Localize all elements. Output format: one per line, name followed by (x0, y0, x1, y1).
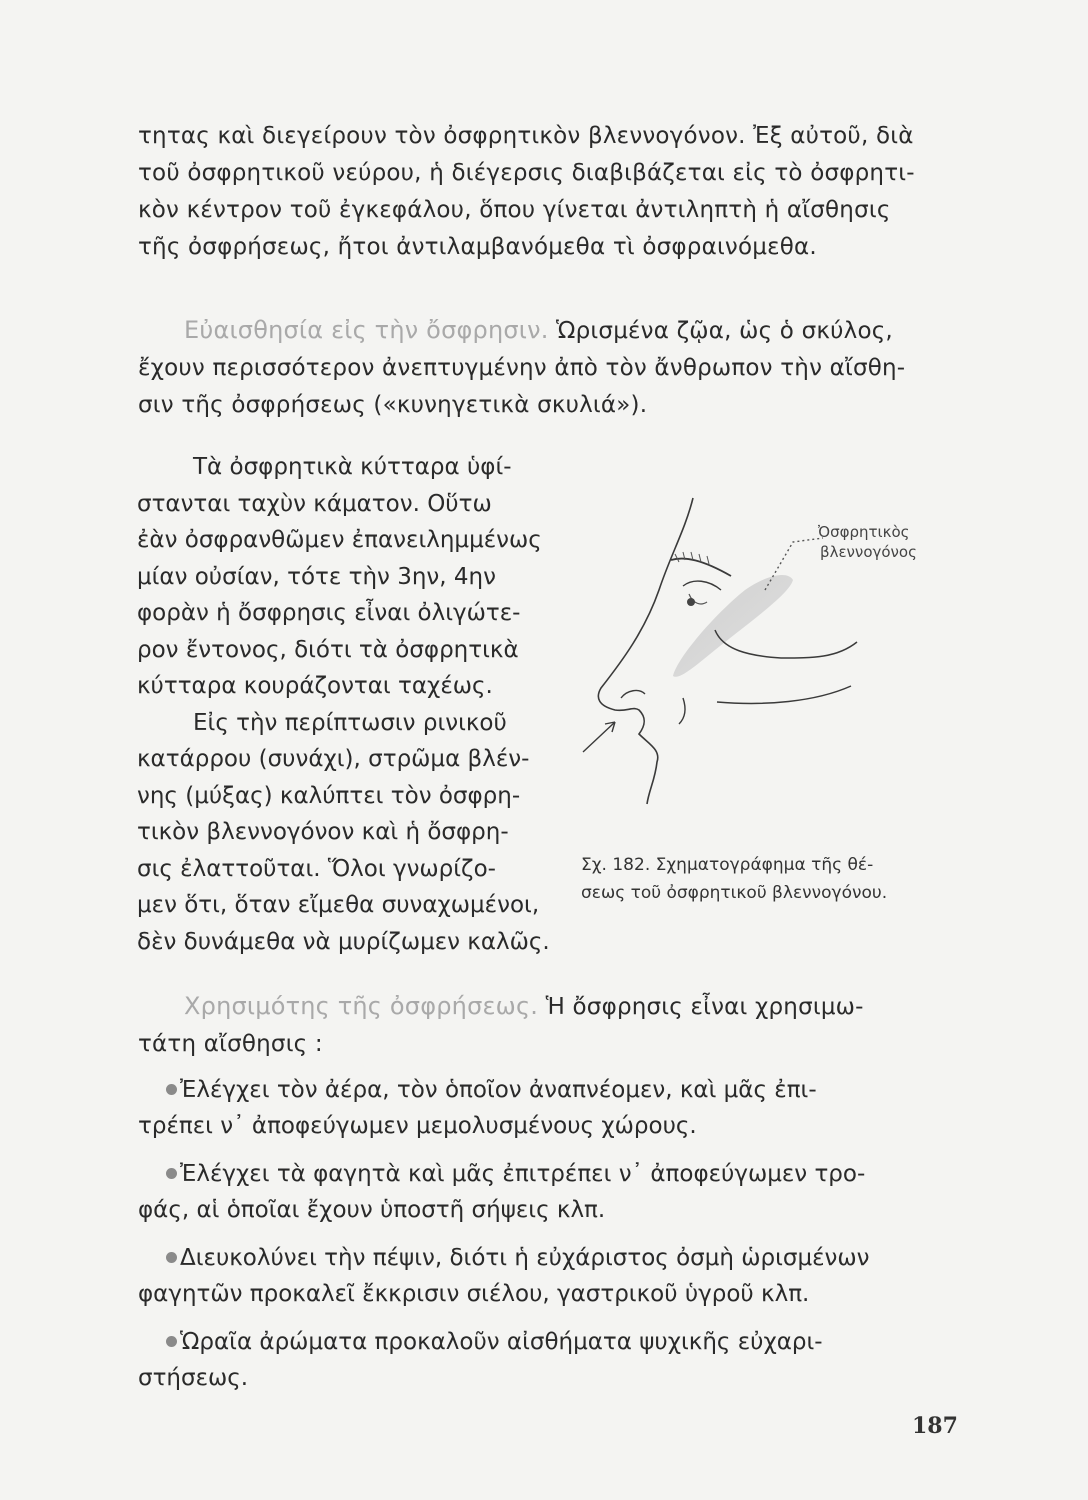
text-line: νης (μύξας) καλύπτει τὸν ὀσφρη- (137, 782, 521, 809)
bullet-list (138, 1072, 978, 1408)
text-run: Ἡ ὄσφρησις εἶναι χρησιμω- (538, 994, 864, 1020)
text-line: τητας καὶ διεγείρουν τὸν ὀσφρητικὸν βλεννογόνον. Ἐξ αὐτοῦ, διὰ (138, 123, 914, 149)
section-heading-usefulness: Χρησιμότης τῆς ὀσφρήσεως. (184, 992, 539, 1020)
page-number: 187 (912, 1413, 958, 1439)
section-sensitivity (138, 312, 988, 424)
caption-line: σεως τοῦ ὀσφρητικοῦ βλεννογόνου. (581, 883, 888, 903)
text-line: σιν τῆς ὀσφρήσεως («κυνηγετικὰ σκυλιά»). (138, 392, 648, 418)
text-line: κύτταρα κουράζονται ταχέως. (137, 673, 493, 699)
text-line: κατάρρου (συνάχι), στρῶμα βλέν- (137, 746, 530, 772)
label-line: βλεννογόνος (820, 543, 917, 561)
text-line: φαγητῶν προκαλεῖ ἔκκρισιν σιέλου, γαστρικοῦ ὑγροῦ κλπ. (138, 1281, 810, 1307)
text-line: τικὸν βλεννογόνον καὶ ἡ ὄσφρη- (137, 819, 509, 845)
text-line: Διευκολύνει τὴν πέψιν, διότι ἡ εὐχάριστος ὀσμὴ ὡρισμένων (138, 1240, 978, 1276)
olfactory-mucosa-shading (673, 575, 793, 677)
text-line: σις ἐλαττοῦται. Ὅλοι γνωρίζο- (137, 855, 496, 882)
text-line: φάς, αἱ ὁποῖαι ἔχουν ὑποστῆ σήψεις κλπ. (138, 1197, 606, 1223)
text-line: κὸν κέντρον τοῦ ἐγκεφάλου, ὅπου γίνεται ἀντιληπτὴ ἡ αἴσθησις (138, 197, 891, 223)
figure-caption (581, 851, 887, 907)
jaw-line (717, 686, 851, 703)
text-line: Εἰς τὴν περίπτωσιν ρινικοῦ (193, 709, 507, 736)
caption-line: Σχ. 182. Σχηματογράφημα τῆς θέ- (581, 855, 874, 875)
list-item (138, 1240, 978, 1312)
text-line: ἔχουν περισσότερον ἀνεπτυγμένην ἀπὸ τὸν ἄνθρωπον τὴν αἴσθη- (138, 355, 906, 381)
airflow-arrow (583, 722, 615, 752)
bullet-dot-icon (166, 1252, 177, 1263)
face-profile-line (598, 498, 693, 804)
text-line: Τὰ ὀσφρητικὰ κύτταρα ὑφί- (193, 454, 512, 480)
column-text (137, 449, 567, 960)
bullet-dot-icon (166, 1084, 177, 1095)
text-line: δὲν δυνάμεθα νὰ μυρίζωμεν καλῶς. (137, 928, 550, 955)
text-line: Ἐλέγχει τὸν ἀέρα, τὸν ὁποῖον ἀναπνέομεν, καὶ μᾶς ἐπι- (138, 1072, 978, 1108)
list-item (138, 1324, 978, 1396)
text-line: ἐὰν ὀσφρανθῶμεν ἐπανειλημμένως (137, 527, 542, 553)
text-line: ρον ἔντονος, διότι τὰ ὀσφρητικὰ (137, 636, 519, 663)
text-line (138, 312, 988, 350)
section-usefulness (138, 988, 864, 1063)
mouth-line (715, 630, 857, 658)
nostril-line (621, 691, 645, 698)
text-line: Ἐλέγχει τὰ φαγητὰ καὶ μᾶς ἐπιτρέπει ν᾽ ἀποφεύγωμεν τρο- (138, 1156, 978, 1192)
text-line (138, 988, 864, 1026)
eye-line (683, 581, 721, 590)
label-line: Ὀσφρητικὸς (818, 523, 910, 541)
text-line: στανται ταχὺν κάματον. Οὕτω (137, 490, 492, 517)
bullet-dot-icon (166, 1168, 177, 1179)
text-line: τῆς ὀσφρήσεως, ἤτοι ἀντιλαμβανόμεθα τὶ ὀσφραινόμεθα. (138, 234, 817, 260)
section-heading-sensitivity: Εὐαισθησία εἰς τὴν ὄσφρησιν. (184, 316, 549, 344)
text-run: Ὡρισμένα ζῷα, ὡς ὁ σκύλος, (548, 318, 893, 344)
text-line: μίαν οὐσίαν, τότε τὴν 3ην, 4ην (137, 563, 496, 590)
text-line: τρέπει ν᾽ ἀποφεύγωμεν μεμολυσμένους χώρους. (138, 1113, 697, 1139)
text-line: φορὰν ἡ ὄσφρησις εἶναι ὀλιγώτε- (137, 600, 521, 626)
text-line: τοῦ ὀσφρητικοῦ νεύρου, ἡ διέγερσις διαβιβάζεται εἰς τὸ ὀσφρητι- (138, 160, 915, 186)
bullet-dot-icon (166, 1336, 177, 1347)
text-line: τάτη αἴσθησις : (138, 1031, 323, 1057)
paragraph-olfactory-nerve (138, 118, 968, 266)
text-line: μεν ὅτι, ὅταν εἴμεθα συναχωμένοι, (137, 892, 540, 918)
list-item (138, 1156, 978, 1228)
list-item (138, 1072, 978, 1144)
text-line: στήσεως. (138, 1365, 249, 1391)
text-line: Ὡραῖα ἀρώματα προκαλοῦν αἰσθήματα ψυχικῆς εὐχαρι- (138, 1324, 978, 1360)
figure-label-olfactory-mucosa (818, 522, 917, 562)
